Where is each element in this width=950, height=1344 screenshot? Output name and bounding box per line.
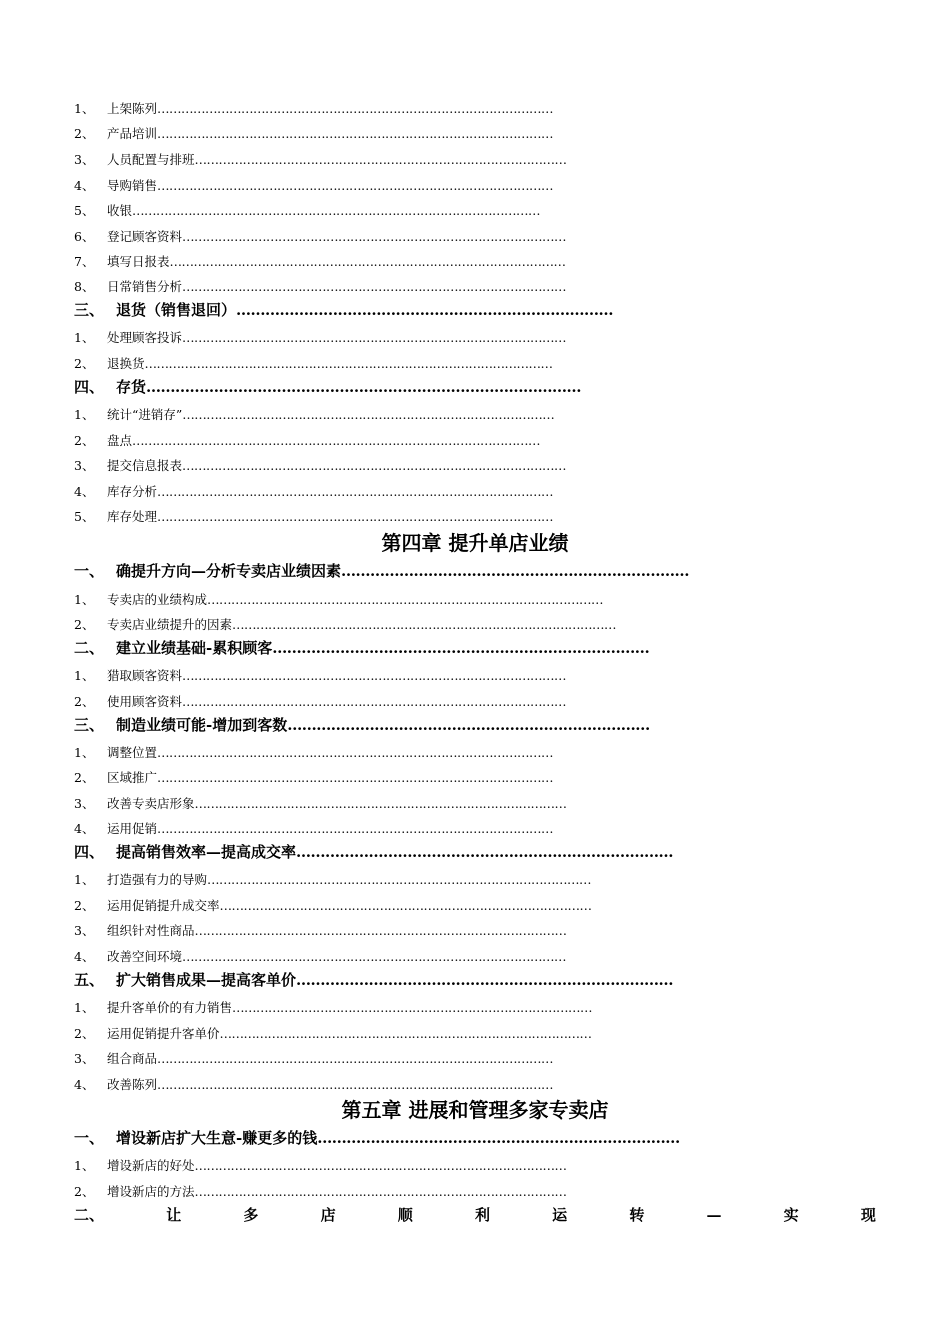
entry-number: 2、 [74,770,95,785]
leader-dots: ………………………………………………………………………………… [219,898,592,913]
entry-title: 组织针对性商品 [107,923,195,938]
toc-entry [74,433,540,449]
leader-dots: …………………………………………………………………………………… [182,458,567,473]
toc-entry [74,694,566,710]
toc-entry [74,1000,592,1016]
leader-dots: ……………………………………………………………………………………… [157,509,554,524]
section-number: 三、 [74,716,105,734]
leader-dots: ……………………………………………………………………………… [146,378,582,396]
entry-title: 收银 [107,203,133,218]
section-title: 建立业绩基础-累积顾客 [116,639,273,657]
entry-number: 2、 [74,694,95,709]
title-char: 运 [552,1206,568,1224]
entry-number: 4、 [74,821,95,836]
toc-section [74,378,581,396]
section-number: 四、 [74,843,105,861]
leader-dots: …………………………………………………………………………………… [232,617,617,632]
toc-section-justified [74,1206,876,1224]
entry-title: 库存分析 [107,484,158,499]
entry-title: 处理顾客投诉 [107,330,183,345]
title-char: 让 [166,1206,182,1224]
entry-number: 3、 [74,796,95,811]
entry-number: 1、 [74,745,95,760]
entry-number: 7、 [74,254,95,269]
leader-dots: ……………………………………………………………………………………… [157,101,554,116]
title-char: 实 [783,1206,799,1224]
entry-number: 1、 [74,668,95,683]
leader-dots: ……………………………………………………………………………………… [157,484,554,499]
entry-number: 2、 [74,1026,95,1041]
entry-number: 2、 [74,433,95,448]
leader-dots: …………………………………………………………………………………… [182,694,567,709]
toc-entry [74,898,592,914]
entry-number: 1、 [74,101,95,116]
leader-dots: ………………………………………………………………………………………… [132,203,541,218]
entry-title: 猎取顾客资料 [107,668,183,683]
toc-section [74,843,673,861]
title-char: 店 [320,1206,336,1224]
toc-entry [74,923,567,939]
toc-entry [74,770,553,786]
leader-dots: ………………………………………………………………………………… [194,1184,567,1199]
entry-title: 退换货 [107,356,145,371]
leader-dots: …………………………………………………………………………………… [182,668,567,683]
toc-entry [74,668,566,684]
section-number: 二、 [74,639,105,657]
leader-dots: ……………………………………………………………………………………… [157,770,554,785]
entry-title: 登记顾客资料 [107,229,183,244]
title-char: 现 [860,1206,876,1224]
leader-dots: …………………………………………………………………… [296,971,674,989]
leader-dots: …………………………………………………………………… [272,639,650,657]
toc-entry [74,484,553,500]
chapter-heading: 第四章 提升单店业绩 [381,531,569,555]
entry-title: 运用促销提升成交率 [107,898,220,913]
entry-number: 1、 [74,1158,95,1173]
leader-dots: ………………………………………………………………………………… [194,923,567,938]
section-title: 增设新店扩大生意-赚更多的钱 [116,1129,318,1147]
toc-section [74,1129,680,1147]
entry-title: 上架陈列 [107,101,158,116]
entry-title: 组合商品 [107,1051,158,1066]
entry-number: 1、 [74,592,95,607]
toc-entry [74,821,553,837]
entry-number: 2、 [74,1184,95,1199]
entry-title: 填写日报表 [107,254,170,269]
entry-number: 6、 [74,229,95,244]
leader-dots: ……………………………………………………………… [341,562,690,580]
entry-title: 区域推广 [107,770,158,785]
toc-entry [74,279,566,295]
leader-dots: ………………………………………………………………………………… [194,152,567,167]
entry-title: 改善空间环境 [107,949,183,964]
toc-section [74,639,649,657]
toc-section [74,971,673,989]
toc-entry [74,458,566,474]
entry-title: 改善专卖店形象 [107,796,195,811]
toc-entry [74,178,553,194]
leader-dots: ……………………………………………………………………………………… [207,592,604,607]
entry-title: 调整位置 [107,745,158,760]
entry-number: 2、 [74,617,95,632]
entry-number: 3、 [74,1051,95,1066]
section-number: 一、 [74,1129,105,1147]
entry-number: 3、 [74,923,95,938]
entry-title: 运用促销提升客单价 [107,1026,220,1041]
leader-dots: ………………………………………………………………… [317,1129,680,1147]
entry-title: 提升客单价的有力销售 [107,1000,233,1015]
section-title: 扩大销售成果—提高客单价 [116,971,297,989]
leader-dots: ………………………………………………………………………………………… [144,356,553,371]
section-number: 二、 [74,1206,105,1224]
toc-entry [74,949,566,965]
toc-section [74,562,689,580]
entry-number: 4、 [74,178,95,193]
entry-number: 1、 [74,330,95,345]
title-char: 顺 [397,1206,413,1224]
entry-number: 1、 [74,407,95,422]
leader-dots: ………………………………………………………………………………………… [132,433,541,448]
toc-entry [74,796,567,812]
chapter-heading: 第五章 进展和管理多家专卖店 [341,1098,609,1122]
section-number: 五、 [74,971,105,989]
toc-section [74,716,650,734]
entry-title: 产品培训 [107,126,158,141]
toc-entry [74,1184,567,1200]
leader-dots: ……………………………………………………………………………………… [157,1051,554,1066]
entry-number: 4、 [74,949,95,964]
entry-title: 人员配置与排班 [107,152,195,167]
leader-dots: …………………………………………………………………………………… [182,949,567,964]
section-number: 一、 [74,562,105,580]
title-char: 利 [474,1206,490,1224]
entry-title: 改善陈列 [107,1077,158,1092]
leader-dots: …………………………………………………………………… [236,301,614,319]
leader-dots: ……………………………………………………………………………………… [157,745,554,760]
toc-entry [74,229,566,245]
title-char: 转 [629,1206,645,1224]
leader-dots: …………………………………………………………………………………… [182,330,567,345]
entry-title: 提交信息报表 [107,458,183,473]
entry-title: 导购销售 [107,178,158,193]
toc-entry [74,1077,553,1093]
leader-dots: …………………………………………………………………………………… [182,229,567,244]
toc-entry [74,356,553,372]
entry-title: 统计“进销存” [107,407,183,422]
entry-number: 8、 [74,279,95,294]
leader-dots: ………………………………………………………………………………… [194,796,567,811]
section-number: 四、 [74,378,105,396]
section-number: 三、 [74,301,105,319]
entry-title: 运用促销 [107,821,158,836]
title-char: 多 [243,1206,259,1224]
entry-title: 盘点 [107,433,133,448]
toc-entry [74,509,553,525]
toc-section [74,301,613,319]
toc-entry [74,126,553,142]
entry-title: 增设新店的方法 [107,1184,195,1199]
leader-dots: ……………………………………………………………………………………… [157,1077,554,1092]
toc-entry [74,1158,567,1174]
entry-number: 3、 [74,458,95,473]
entry-number: 2、 [74,126,95,141]
entry-title: 打造强有力的导购 [107,872,208,887]
leader-dots: ………………………………………………………………………………… [194,1158,567,1173]
toc-entry [74,407,554,423]
toc-entry [74,254,566,270]
toc-entry [74,617,616,633]
section-title: 提高销售效率—提高成交率 [116,843,297,861]
toc-entry [74,152,567,168]
entry-title: 增设新店的好处 [107,1158,195,1173]
leader-dots: ……………………………………………………………………………………… [157,126,554,141]
section-title: 退货（销售退回） [116,301,237,319]
leader-dots: …………………………………………………………………………………… [182,279,567,294]
entry-title: 使用顾客资料 [107,694,183,709]
leader-dots: ………………………………………………………………………………… [182,407,555,422]
toc-entry [74,872,591,888]
section-title: 制造业绩可能-增加到客数 [116,716,288,734]
entry-number: 5、 [74,203,95,218]
entry-number: 1、 [74,872,95,887]
toc-entry [74,203,540,219]
entry-title: 库存处理 [107,509,158,524]
entry-number: 2、 [74,356,95,371]
toc-entry [74,1026,592,1042]
leader-dots: ………………………………………………………………… [287,716,650,734]
toc-entry [74,101,553,117]
leader-dots: ………………………………………………………………………………… [219,1026,592,1041]
toc-entry [74,1051,553,1067]
leader-dots: …………………………………………………………………………………… [207,872,592,887]
entry-number: 3、 [74,152,95,167]
entry-title: 专卖店的业绩构成 [107,592,208,607]
title-char: — [706,1206,722,1224]
leader-dots: …………………………………………………………………… [296,843,674,861]
entry-title: 专卖店业绩提升的因素 [107,617,233,632]
section-title: 存货 [116,378,147,396]
toc-entry [74,745,553,761]
entry-number: 1、 [74,1000,95,1015]
entry-number: 4、 [74,1077,95,1092]
entry-title: 日常销售分析 [107,279,183,294]
leader-dots: ……………………………………………………………………………………… [157,821,554,836]
leader-dots: ……………………………………………………………………………… [232,1000,593,1015]
entry-number: 5、 [74,509,95,524]
toc-entry [74,592,603,608]
toc-entry [74,330,566,346]
entry-number: 2、 [74,898,95,913]
leader-dots: ……………………………………………………………………………………… [157,178,554,193]
leader-dots: ……………………………………………………………………………………… [169,254,566,269]
entry-number: 4、 [74,484,95,499]
section-title: 确提升方向—分析专卖店业绩因素 [116,562,342,580]
